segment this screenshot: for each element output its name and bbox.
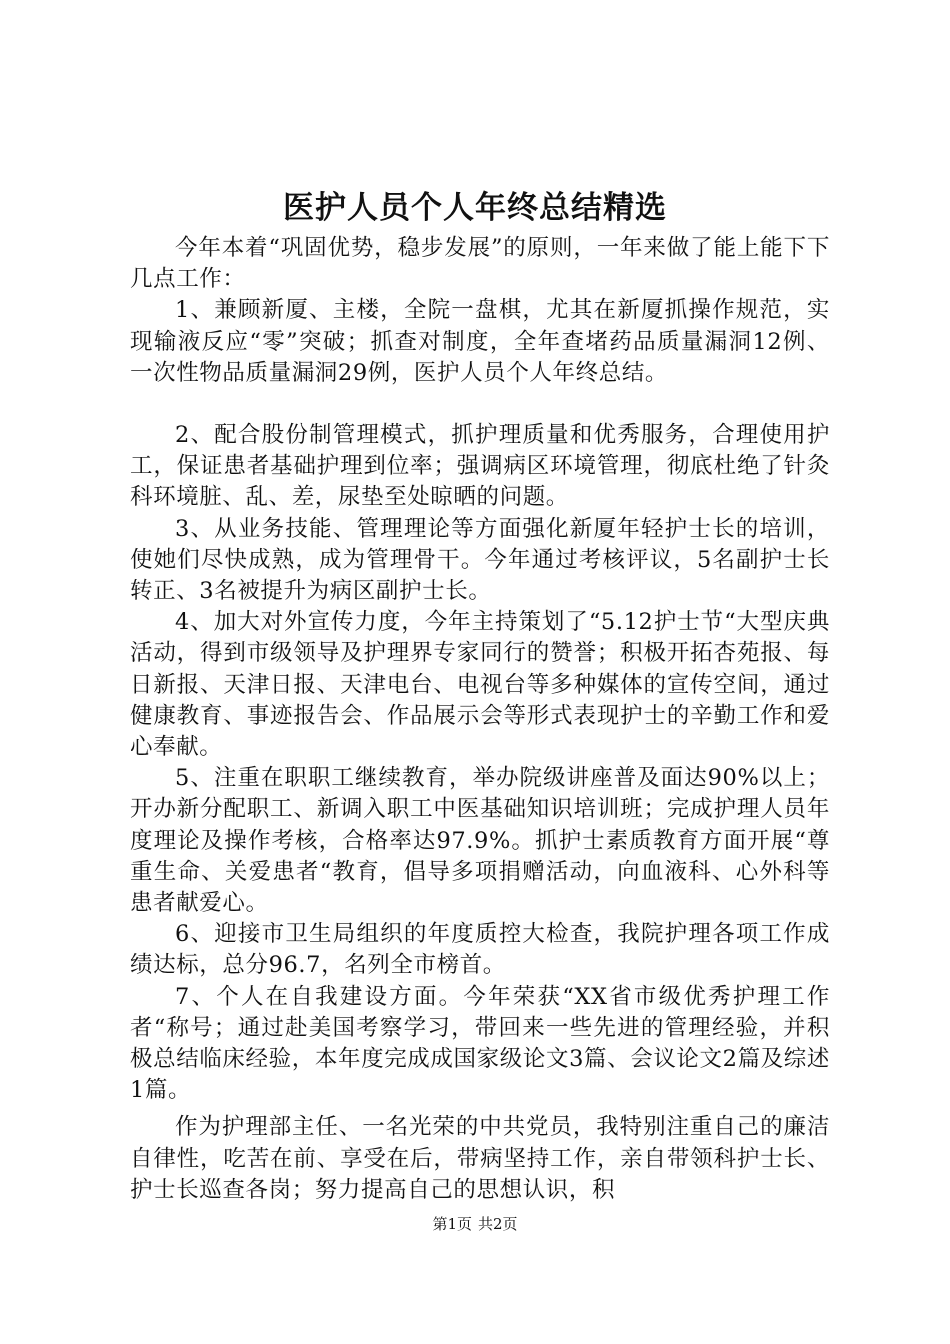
paragraph-item-3: 3、从业务技能、管理理论等方面强化新厦年轻护士长的培训，使她们尽快成熟，成为管理骨干。今年通过考核评议，5名副护士长转正、3名被提升为病区副护士长。 [130,515,830,605]
paragraph-item-4: 4、加大对外宣传力度，今年主持策划了“5.12护士节“大型庆典活动，得到市级领导及护理界专家同行的赞誉；积极开拓杏苑报、每日新报、天津日报、天津电台、电视台等多种媒体的宣传空间，通过健康教育、事迹报告会、作品展示会等形式表现护士的辛勤工作和爱心奉献。 [130,609,830,761]
paragraph-closing: 作为护理部主任、一名光荣的中共党员，我特别注重自己的廉洁自律性，吃苦在前、享受在后，带病坚持工作，亲自带领科护士长、护士长巡查各岗；努力提高自己的思想认识，积 [130,1114,830,1203]
paragraph-item-2: 2、配合股份制管理模式，抓护理质量和优秀服务，合理使用护工，保证患者基础护理到位率；强调病区环境管理，彻底杜绝了针灸科环境脏、乱、差，尿垫至处晾晒的问题。 [130,422,830,511]
paragraph-item-5: 5、注重在职职工继续教育，举办院级讲座普及面达90%以上；开办新分配职工、新调入职工中医基础知识培训班；完成护理人员年度理论及操作考核，合格率达97.9%。抓护士素质教育方面开展“尊重生命、关爱患者“教育，倡导多项捐赠活动，向血液科、心外科等患者献爱心。 [130,765,830,917]
paragraph-item-6: 6、迎接市卫生局组织的年度质控大检查，我院护理各项工作成绩达标，总分96.7，名列全市榜首。 [130,921,830,979]
page-footer [0,1214,950,1234]
paragraph-item-7: 7、个人在自我建设方面。今年荣获“XX省市级优秀护理工作者“称号；通过赴美国考察学习，带回来一些先进的管理经验，并积极总结临床经验，本年度完成成国家级论文3篇、会议论文2篇及综述1篇。 [130,983,830,1104]
document-title: 医护人员个人年终总结精选 [283,190,667,226]
paragraph-item-1: 1、兼顾新厦、主楼，全院一盘棋，尤其在新厦抓操作规范，实现输液反应“零”突破；抓查对制度，全年查堵药品质量漏洞12例、一次性物品质量漏洞29例，医护人员个人年终总结。 [130,297,830,386]
document-body [130,233,830,1206]
paragraph-intro: 今年本着“巩固优势，稳步发展”的原则，一年来做了能上能下下几点工作： [130,235,830,293]
page-total: 共2页 [478,1215,518,1233]
page-number: 第1页 [432,1215,472,1233]
